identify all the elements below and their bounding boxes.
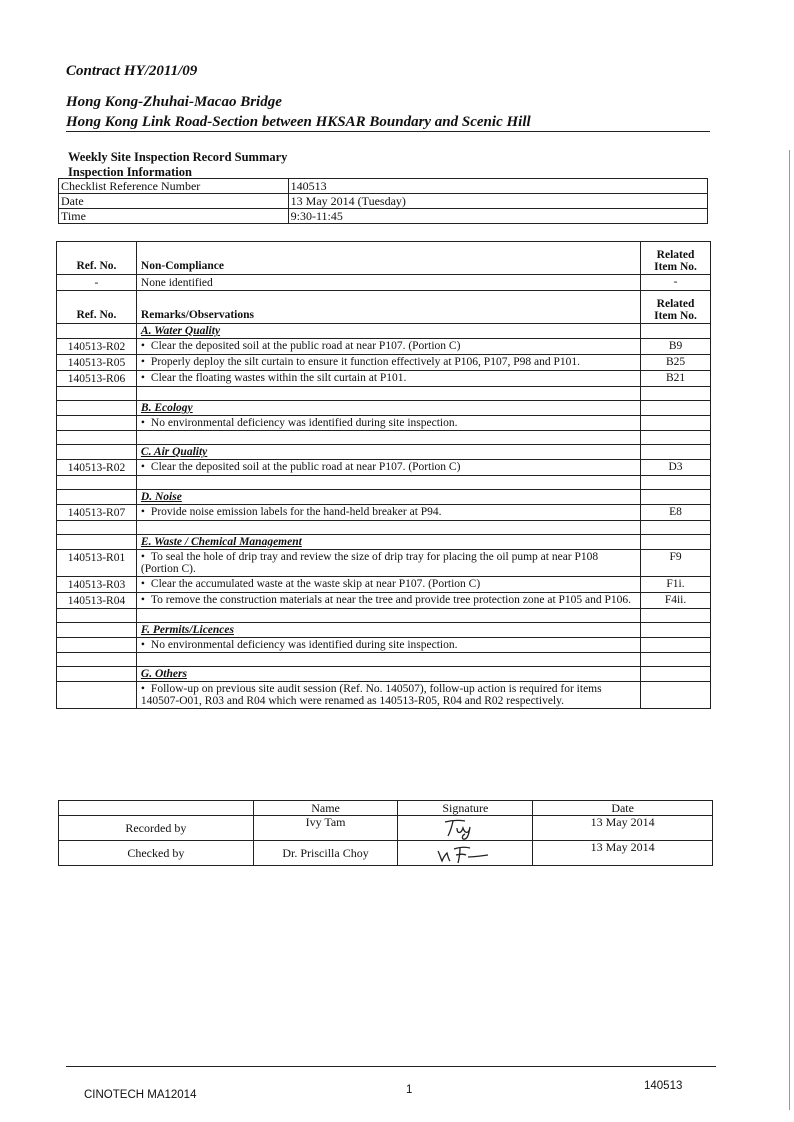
section-title-ecology: B. Ecology [140,402,193,414]
page-number: 1 [406,1084,413,1096]
remark-ref: 140513-R05 [57,355,137,371]
blank-row [57,653,711,667]
item-no-label: Item No. [654,310,697,322]
remark-text: Properly deploy the silt curtain to ensure it function effectively at P106, P107, P98 and P101. [150,356,580,368]
remark-row [57,550,711,577]
remark-row [57,593,711,609]
info-value: 9:30-11:45 [288,209,707,224]
section-title-air: C. Air Quality [140,446,208,458]
remark-item: B25 [641,355,711,371]
noncompliance-item: - [641,275,711,291]
signoff-row [59,816,713,841]
contract-number: Contract HY/2011/09 [66,63,198,79]
signoff-date: 13 May 2014 [533,816,713,841]
record-title: Weekly Site Inspection Record Summary [68,150,288,164]
blank-row [57,609,711,623]
project-name: Hong Kong-Zhuhai-Macao Bridge [66,94,282,110]
project-section: Hong Kong Link Road-Section between HKSAR Boundary and Scenic Hill [66,114,531,130]
signoff-row [59,841,713,866]
remark-item: F9 [641,550,711,577]
remark-row [57,371,711,387]
signoff-name: Dr. Priscilla Choy [253,841,398,866]
related-label: Related [656,249,695,261]
remark-text: No environmental deficiency was identified during site inspection. [150,639,458,651]
blank-row [57,521,711,535]
remark-item: F1i. [641,577,711,593]
related-item-header [641,242,711,275]
remark-ref: 140513-R06 [57,371,137,387]
bullet-icon: • [140,683,145,695]
remark-text: Clear the deposited soil at the public road at near P107. (Portion C) [150,340,461,352]
footer-rule [66,1066,716,1067]
signoff-name: Ivy Tam [253,816,398,841]
remark-ref: 140513-R03 [57,577,137,593]
remark-row [57,577,711,593]
remark-text: To remove the construction materials at near the tree and provide tree protection zone at P105 and P106. [150,594,632,606]
signature-checked [398,841,533,866]
signature-recorded [398,816,533,841]
section-title-row [57,401,711,416]
section-title-row [57,324,711,339]
section-title-water: A. Water Quality [140,325,221,337]
remark-text: No environmental deficiency was identified during site inspection. [150,417,458,429]
bullet-icon: • [140,594,145,606]
bullet-icon: • [140,372,145,384]
remark-ref: 140513-R01 [57,550,137,577]
section-title-row [57,445,711,460]
blank-row [57,387,711,401]
section-title-waste: E. Waste / Chemical Management [140,536,302,548]
remark-row [57,355,711,371]
signature-ivy-tam-icon [435,816,495,840]
section-title-others: G. Others [140,668,187,680]
remark-row [57,682,711,709]
section-title-permits: F. Permits/Licences [140,624,234,636]
signoff-role: Recorded by [59,816,254,841]
related-item-header [641,291,711,324]
info-row [59,179,708,194]
blank-row [57,431,711,445]
signoff-date: 13 May 2014 [533,841,713,866]
remark-ref: 140513-R02 [57,460,137,476]
remark-text: Clear the deposited soil at the public road at near P107. (Portion C) [150,461,461,473]
blank-row [57,476,711,490]
bullet-icon: • [140,461,145,473]
info-label: Checklist Reference Number [59,179,289,194]
signature-header: Signature [398,801,533,816]
bullet-icon: • [140,356,145,368]
info-row [59,209,708,224]
section-title-noise: D. Noise [140,491,182,503]
name-header: Name [253,801,398,816]
inspection-info-table [58,178,708,224]
remark-text: To seal the hole of drip tray and review the size of drip tray for placing the oil pump at near P108 (Portion C). [140,551,599,575]
noncompliance-row [57,275,711,291]
remark-ref: 140513-R04 [57,593,137,609]
bullet-icon: • [140,578,145,590]
section-title-row [57,667,711,682]
signature-priscilla-choy-icon [430,841,500,865]
noncompliance-desc: None identified [136,275,640,291]
remark-item: B21 [641,371,711,387]
item-no-label: Item No. [654,261,697,273]
info-value: 13 May 2014 (Tuesday) [288,194,707,209]
date-header: Date [533,801,713,816]
ref-header: Ref. No. [57,291,137,324]
remark-row [57,339,711,355]
remark-text: Clear the floating wastes within the silt curtain at P101. [150,372,407,384]
remark-row [57,505,711,521]
remark-row [57,460,711,476]
info-label: Time [59,209,289,224]
remark-item: B9 [641,339,711,355]
scan-edge [789,150,790,1110]
noncompliance-ref: - [57,275,137,291]
footer-left: CINOTECH MA12014 [84,1089,197,1101]
header-rule [66,131,710,132]
info-row [59,194,708,209]
noncompliance-header-row [57,242,711,275]
remark-text: Provide noise emission labels for the hand-held breaker at P94. [150,506,442,518]
bullet-icon: • [140,639,145,651]
noncompliance-header: Non-Compliance [136,242,640,275]
remark-ref: 140513-R07 [57,505,137,521]
remark-item: E8 [641,505,711,521]
remark-ref: 140513-R02 [57,339,137,355]
remark-row [57,638,711,653]
footer-right: 140513 [644,1080,683,1092]
section-title-row [57,623,711,638]
signoff-role: Checked by [59,841,254,866]
bullet-icon: • [140,551,145,563]
remarks-header: Remarks/Observations [136,291,640,324]
signoff-header-row [59,801,713,816]
section-title-row [57,535,711,550]
remark-text: Clear the accumulated waste at the waste skip at near P107. (Portion C) [150,578,481,590]
related-label: Related [656,298,695,310]
remark-item: D3 [641,460,711,476]
info-value: 140513 [288,179,707,194]
remarks-table [56,241,711,709]
info-title: Inspection Information [68,165,192,179]
remark-row [57,416,711,431]
signoff-table [58,800,713,866]
bullet-icon: • [140,506,145,518]
remark-item: F4ii. [641,593,711,609]
remarks-header-row [57,291,711,324]
bullet-icon: • [140,417,145,429]
bullet-icon: • [140,340,145,352]
remark-text: Follow-up on previous site audit session (Ref. No. 140507), follow-up action is required for items 140507-O01, R03 and R04 which were renamed as 140513-R05, R04 and R02 respectively. [140,683,602,707]
info-label: Date [59,194,289,209]
section-title-row [57,490,711,505]
ref-header: Ref. No. [57,242,137,275]
